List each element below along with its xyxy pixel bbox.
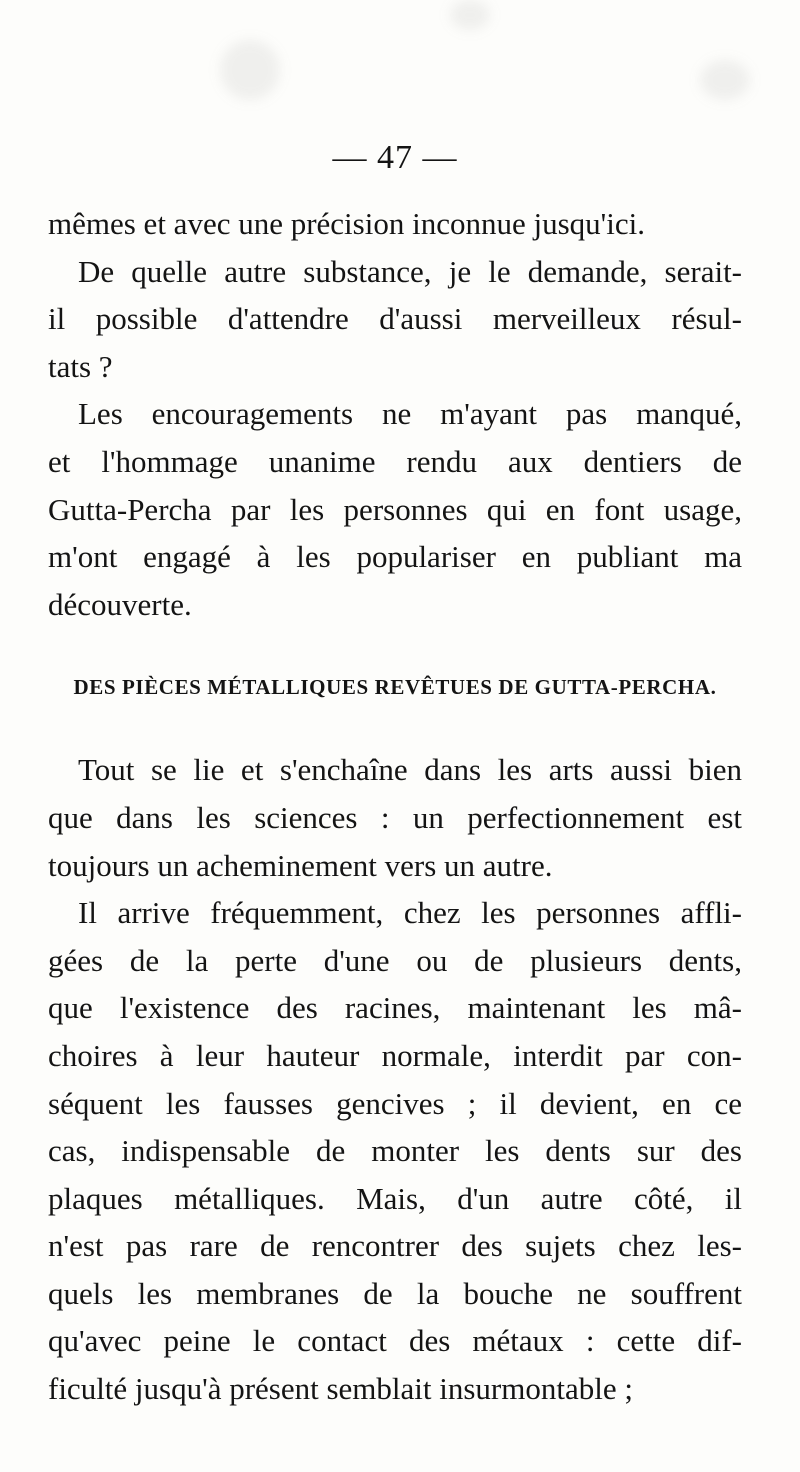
- text-line: De quelle autre substance, je le demande, serait-: [78, 253, 742, 289]
- paragraph: [48, 248, 742, 391]
- page-text: [48, 138, 742, 1413]
- text-line: quels les membranes de la bouche ne souffrent: [48, 1275, 742, 1311]
- text-line: plaques métalliques. Mais, d'un autre côté, il: [48, 1180, 742, 1216]
- text-line: Tout se lie et s'enchaîne dans les arts aussi bien: [78, 752, 742, 788]
- text-line: il possible d'attendre d'aussi merveilleux résul-: [48, 301, 742, 337]
- text-line: n'est pas rare de rencontrer des sujets chez les-: [48, 1228, 742, 1264]
- text-line: séquent les fausses gencives ; il devient, en ce: [48, 1085, 742, 1121]
- text-line: que l'existence des racines, maintenant les mâ-: [48, 990, 742, 1026]
- scan-blemish: [700, 60, 750, 100]
- text-before-heading: [48, 200, 742, 628]
- text-line: cas, indispensable de monter les dents sur des: [48, 1133, 742, 1169]
- text-line: choires à leur hauteur normale, interdit par con-: [48, 1037, 742, 1073]
- page-number: — 47 —: [332, 139, 458, 176]
- paragraph: [48, 889, 742, 1413]
- scan-blemish: [220, 40, 280, 100]
- text-line: Les encouragements ne m'ayant pas manqué,: [78, 396, 742, 432]
- text-line: tats ?: [48, 348, 113, 384]
- paragraph: [48, 390, 742, 628]
- text-line: ficulté jusqu'à présent semblait insurmontable ;: [48, 1371, 633, 1407]
- text-line: Il arrive fréquemment, chez les personnes affli-: [78, 895, 742, 931]
- text-line: découverte.: [48, 586, 192, 622]
- scan-blemish: [450, 0, 490, 30]
- text-line: qu'avec peine le contact des métaux : cette dif-: [48, 1323, 742, 1359]
- text-line: que dans les sciences : un perfectionnement est: [48, 799, 742, 835]
- section-heading: DES PIÈCES MÉTALLIQUES REVÊTUES DE GUTTA-PERCHA.: [73, 675, 717, 700]
- paragraph: [48, 746, 742, 889]
- text-line: et l'hommage unanime rendu aux dentiers de: [48, 443, 742, 479]
- paragraph: [48, 200, 742, 248]
- text-line: Gutta-Percha par les personnes qui en font usage,: [48, 491, 742, 527]
- text-line: mêmes et avec une précision inconnue jusqu'ici.: [48, 206, 645, 241]
- text-line: toujours un acheminement vers un autre.: [48, 847, 553, 883]
- text-line: gées de la perte d'une ou de plusieurs dents,: [48, 942, 742, 978]
- text-after-heading: [48, 746, 742, 1412]
- text-line: m'ont engagé à les populariser en publiant ma: [48, 539, 742, 575]
